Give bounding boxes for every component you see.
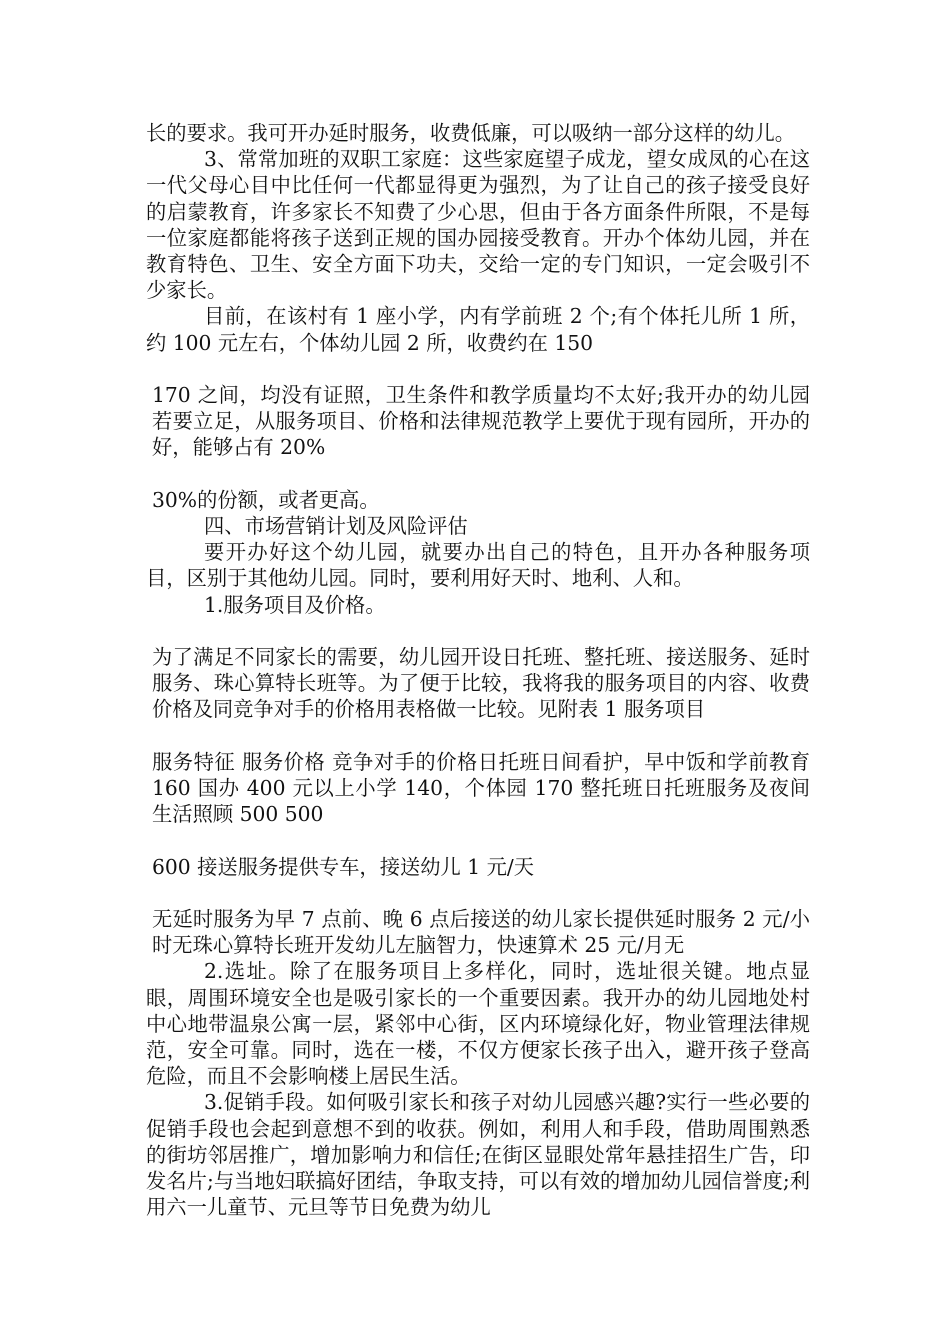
paragraph-extended-service: 无延时服务为早 7 点前、晚 6 点后接送的幼儿家长提供延时服务 2 元/小时无珠心算特长班开发幼儿左脑智力，快速算术 25 元/月无 <box>152 907 810 958</box>
paragraph-dual-income-families: 3、常常加班的双职工家庭：这些家庭望子成龙，望女成凤的心在这一代父母心目中比任何一代都显得更为强烈，为了让自己的孩子接受良好的启蒙教育，许多家长不知费了少心思，但由于各方面条件所限，不是每一位家庭都能将孩子送到正规的国办园接受教育。开办个体幼儿园，并在教育特色、卫生、安全方面下功夫，交给一定的专门知识，一定会吸引不少家长。 <box>146 147 810 303</box>
paragraph-demand-end: 长的要求。我可开办延时服务，收费低廉，可以吸纳一部分这样的幼儿。 <box>146 121 796 145</box>
document-page <box>146 120 810 1220</box>
paragraph-competition: 170 之间，均没有证照，卫生条件和教学质量均不太好;我开办的幼儿园若要立足，从服务项目、价格和法律规范教学上要优于现有园所，开办的好，能够占有 20% <box>152 383 810 460</box>
paragraph-service-table-text: 服务特征 服务价格 竞争对手的价格日托班日间看护，早中饭和学前教育 160 国办 400 元以上小学 140，个体园 170 整托班日托班服务及夜间生活照顾 500 500 <box>152 749 810 827</box>
subheading-services-prices: 1.服务项目及价格。 <box>204 592 386 617</box>
paragraph-features: 要开办好这个幼儿园，就要办出自己的特色，且开办各种服务项目，区别于其他幼儿园。同时，要利用好天时、地利、人和。 <box>146 540 810 591</box>
paragraph-shuttle-service: 600 接送服务提供专车，接送幼儿 1 元/天 <box>152 854 535 879</box>
paragraph-current-situation: 目前，在该村有 1 座小学，内有学前班 2 个;有个体托儿所 1 所，约 100 元左右，个体幼儿园 2 所，收费约在 150 <box>146 304 810 355</box>
paragraph-market-share: 30%的份额，或者更高。 <box>152 487 380 512</box>
paragraph-services-intro: 为了满足不同家长的需要，幼儿园开设日托班、整托班、接送服务、延时服务、珠心算特长班等。为了便于比较，我将我的服务项目的内容、收费价格及同竞争对手的价格用表格做一比较。见附表 1 服务项目 <box>152 645 810 722</box>
section-heading-marketing-plan: 四、市场营销计划及风险评估 <box>204 514 468 539</box>
paragraph-site-selection: 2.选址。除了在服务项目上多样化，同时，选址很关键。地点显眼，周围环境安全也是吸引家长的一个重要因素。我开办的幼儿园地处村中心地带温泉公寓一层，紧邻中心街，区内环境绿化好，物业管理法律规范，安全可靠。同时，选在一楼，不仅方便家长孩子出入，避开孩子登高危险，而且不会影响楼上居民生活。 <box>146 959 810 1089</box>
paragraph-promotion: 3.促销手段。如何吸引家长和孩子对幼儿园感兴趣?实行一些必要的促销手段也会起到意想不到的收获。例如，利用人和手段，借助周围熟悉的街坊邻居推广，增加影响力和信任;在街区显眼处常年悬挂招生广告，印发名片;与当地妇联搞好团结，争取支持，可以有效的增加幼儿园信誉度;利用六一儿童节、元旦等节日免费为幼儿 <box>146 1090 810 1220</box>
